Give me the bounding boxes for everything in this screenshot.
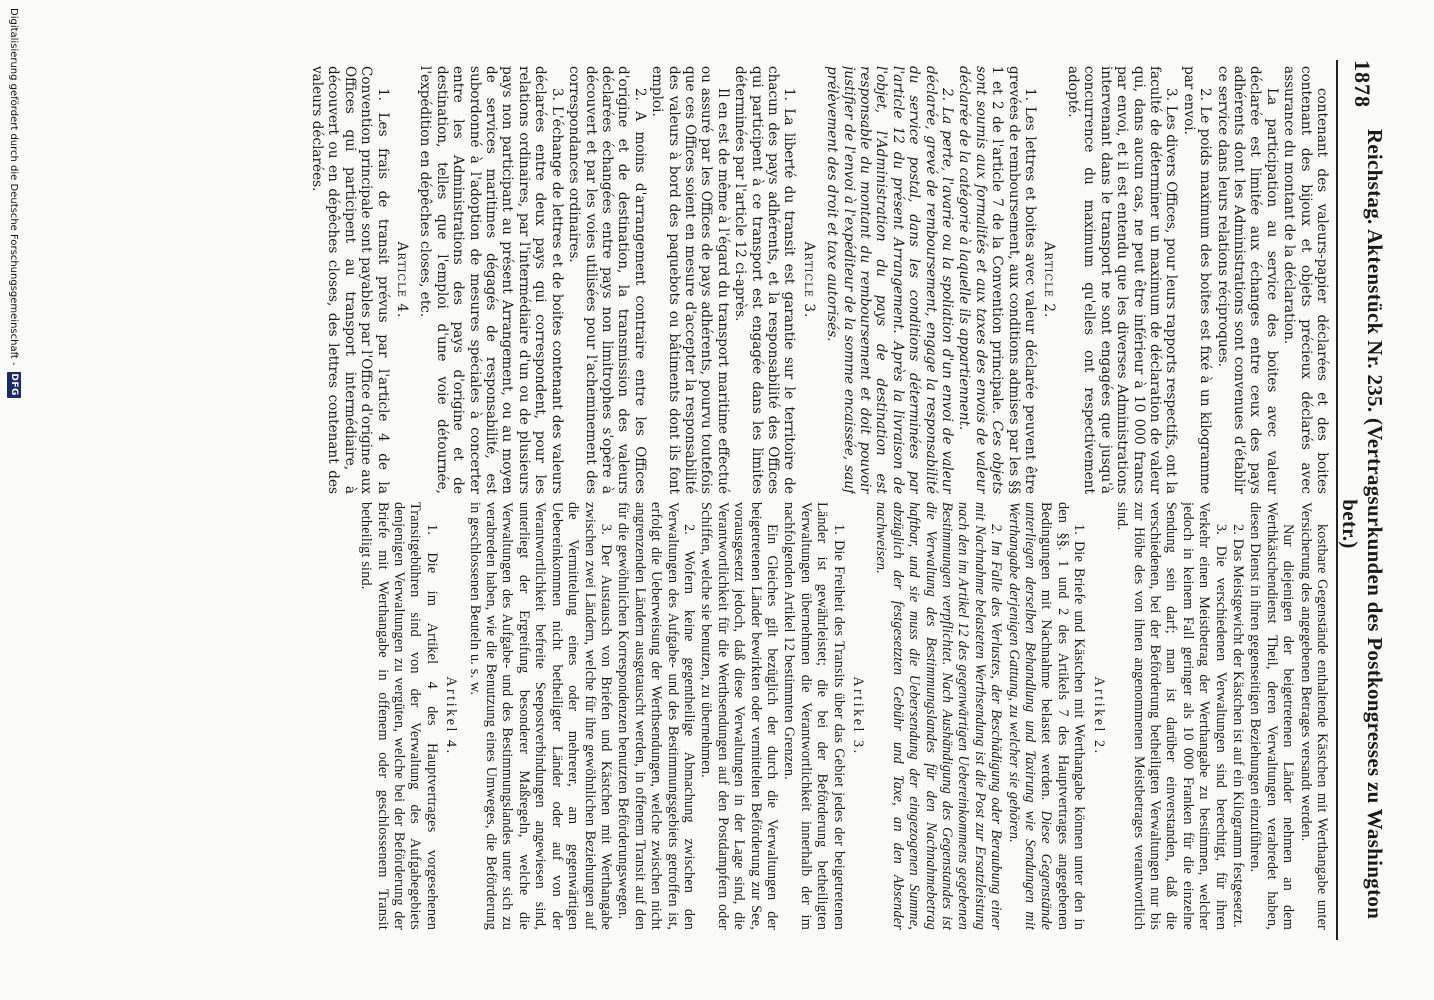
fr-italic-text: Ces objets sont soumis aux formalités et aux taxes des envois de valeur déclarée de la catégorie à laquelle ils appartiennent.	[956, 66, 1006, 494]
de-paragraph: 1. Die im Artikel 4 des Hauptvertrages vorgesehenen Transitgebühren sind von der Verwaltung des Aufgabegebiets denjenigen Verwaltungen zu vergüten, welche bei der Beförderung der Briefe mit Werthangabe in offenem oder geschlossenem Transit betheiligt sind.	[358, 502, 440, 930]
de-italic-paragraph: 2. Im Falle des Verlustes, der Beschädigung oder Beraubung einer mit Nachnahme belasteten Werthsendung ist die Post zur Ersatzleistung nach den im Artikel 12 des gegenwärtigen Uebereinkommens gegebenen Bestimmungen verpflichtet. Nach Aushändigung des Gegenstandes ist die Verwaltung des Bestimmungslandes für den Nachnahmebetrag haftbar, und sie muss die Uebersendung der eingezogenen Summe, abzüglich der festgesetzten Gebühr und Taxe, an den Absender nachweisen.	[873, 502, 1005, 930]
fr-paragraph: 3. L'échange de lettres et de boites contenant des valeurs déclarées entre deux pays qui correspondent, pour les relations ordinaires, par l'intermédiaire d'un ou de plusieurs pays non participant au présent Arrangement, ou au moyen de services maritimes dégagés de responsabilité, est subordonné à l'adoption de mesures spéciales à concerter entre les Administrations des pays d'origine et de destination, telles que l'emploi d'une voie détournée, l'expédition en dépêches closes, etc.	[417, 66, 565, 494]
fr-paragraph: 3. Les divers Offices, pour leurs rapports respectifs, ont la faculté de déterminer un maximum de déclaration de valeur qui, dans aucun cas, ne peut être inférieur à 10 000 francs par envoi, et il est entendu que les diverses Administrations intervenant dans le transport ne sont engagées que jusqu'à concurrence du maximum qu'elles ont respectivement adopté.	[1064, 66, 1180, 494]
french-column	[34, 66, 1330, 494]
de-paragraph: 1. Die Freiheit des Transits über das Gebiet jedes der beigetretenen Länder ist gewährleistet; die bei der Beförderung betheiligten Verwaltungen übernehmen die Verantwortlichkeit innerhalb der im nachfolgenden Artikel 12 bestimmten Grenzen.	[781, 502, 847, 930]
fr-article-heading: Article 4.	[394, 241, 411, 319]
fr-paragraph: Il en est de même à l'égard du transport maritime effectué ou assuré par les Offices de pays adhérents, pourvu toutefois que ces Offices soient en mesure d'accepter la responsabilité des valeurs à bord des paquebots ou bâtiments dont ils font emploi.	[649, 66, 731, 494]
fr-text: 1. Les lettres et boites avec valeur déclarée peuvent être grevées de remboursement, aux conditions admises par les §§ 1 et 2 de l'article 7 de la Convention principale.	[989, 66, 1039, 494]
fr-paragraph	[956, 66, 1038, 494]
digitization-footer	[4, 0, 24, 1000]
de-paragraph	[1005, 502, 1087, 930]
fr-article-heading: Article 3.	[800, 241, 817, 319]
fr-paragraph: 2. A moins d'arrangement contraire entre les Offices d'origine et de destination, la transmission des valeurs déclarées échangées entre pays non limitrophes s'opère à découvert et par les voies utilisées pour l'acheminement des correspondances ordinaires.	[566, 66, 648, 494]
de-paragraph: kostbare Gegenstände enthaltende Kästchen mit Werthangabe unter Versicherung des angegebenen Betrages versandt werden.	[1297, 502, 1330, 930]
fr-italic-paragraph: 2. La perte, l'avarie ou la spoliation d'un envoi de valeur déclarée, grevé de remboursement, engage la responsabilité du service postal, dans les conditions déterminées par l'article 12 du présent Arrangement. Après la livraison de l'objet, l'Administration du pays de destination est responsable du montant du remboursement et doit pouvoir justifier de l'envoi à l'expéditeur de la somme encaissée, sauf prélèvement des droit et taxe autorisés.	[824, 66, 956, 494]
de-article-heading: Artikel 3.	[850, 676, 867, 756]
german-column	[34, 502, 1330, 930]
de-paragraph: 3. Die verschiedenen Verwaltungen sind berechtigt, für ihren Verkehr einen Meistbetrag der Werthangabe zu bestimmen, welcher jedoch in keinem Fall geringer als 10 000 Franken für die einzelne Sendung sein darf; man ist darüber einverstanden, daß die verschiedenen, bei der Beförderung betheiligten Verwaltungen nur bis zur Höhe des von ihnen angenommenen Meistbetrages verantwortlich sind.	[1114, 502, 1229, 930]
fr-paragraph: 1. La liberté du transit est garantie sur le territoire de chacun des pays adhérents, et la responsabilité des Offices qui participent à ce transport est engagée dans les limites déterminées par l'article 12 ci-après.	[732, 66, 798, 494]
de-article-heading: Artikel 2.	[1090, 676, 1107, 756]
page-title: Reichstag. Aktenstück Nr. 235. (Vertragsurkunden des Postkongresses zu Washington betr.)	[1338, 128, 1387, 920]
dfg-logo: DFG	[9, 373, 19, 396]
footer-text: Digitalisierung gefördert durch die Deutsche Forschungsgemeinschaft -	[8, 8, 20, 366]
de-paragraph: 3. Der Austausch von Briefen und Kästchen mit Werthangabe zwischen zwei Ländern, welche für ihre gewöhnlichen Beziehungen auf die Vermittelung eines oder mehrerer, am gegenwärtigen Uebereinkommen nicht betheiligter Länder oder auf von der Verantwortlichkeit befreite Seepostverbindungen angewiesen sind, unterliegt der Ergreifung besonderer Maßregeln, welche die Verwaltungen des Aufgabe- und des Bestimmungslandes unter sich zu verabreden haben, wie die Benutzung eines Umweges, die Beförderung in geschlossenen Beuteln u. s. w.	[466, 502, 614, 930]
de-article-heading: Artikel 4.	[443, 676, 460, 756]
fr-paragraph: 1. Les frais de transit prévus par l'article 4 de la Convention principale sont payables par l'Office d'origine aux Offices qui participent au transport intermédiaire, à découvert ou en dépêches closes, des lettres contenant des valeurs déclarées.	[309, 66, 391, 494]
de-paragraph: 2. Das Meistgewicht der Kästchen ist auf ein Kilogramm festgesetzt.	[1229, 524, 1246, 928]
fr-paragraph: contenant des valeurs-papier déclarées et des boites contenant des bijoux et objets précieux déclarés avec assurance du montant de la déclaration.	[1281, 66, 1330, 494]
de-italic-text: Diese Gegenstände unterliegen derselben Behandlung und Taxirung wie Sendungen mit Werthangabe derjenigen Gattung, zu welcher sie gehören.	[1005, 502, 1055, 930]
de-paragraph: Nur diejenigen der beigetretenen Länder nehmen an dem Werthkästchendienst Theil, deren Verwaltungen verabredet haben, diesen Dienst in ihren gegenseitigen Beziehungen einzuführen.	[1247, 502, 1297, 930]
fr-paragraph: 2. Le poids maximum des boites est fixé à un kilogramme par envoi.	[1180, 66, 1214, 494]
fr-article-heading: Article 2.	[1041, 241, 1058, 319]
de-text: 1. Die Briefe und Kästchen mit Werthangabe können unter den in den §§. 1 und 2 des Artikels 7 des Hauptvertrages angegebenen Bedingungen mit Nachnahme belastet werden.	[1038, 502, 1088, 930]
de-paragraph: 2. Wofern keine gegentheilige Abmachung zwischen den Verwaltungen des Aufgabe- und des Bestimmungsgebiets getroffen ist, erfolgt die Ueberweisung der Werthsendungen, welche zwischen nicht angrenzenden Ländern ausgetauscht werden, in offenem Transit auf den für die gewöhnlichen Korrespondenzen benutzten Beförderungswegen.	[615, 502, 697, 930]
page-year: 1878	[1350, 60, 1375, 108]
de-paragraph: Ein Gleiches gilt bezüglich der durch die Verwaltungen der beigetretenen Länder bewirkten oder vermittelten Beförderung zur See, vorausgesetzt jedoch, daß diese Verwaltungen in der Lage sind, die Verantwortlichkeit für die Werthsendungen auf den Postdampfern oder Schiffen, welche sie benutzen, zu übernehmen.	[698, 502, 780, 930]
page-header	[1336, 60, 1386, 940]
fr-paragraph: La participation au service des boites avec valeur déclarée est limitée aux échanges entre ceux des pays adhérents dont les Administrations sont convenues d'établir ce service dans leurs relations réciproques.	[1214, 66, 1280, 494]
